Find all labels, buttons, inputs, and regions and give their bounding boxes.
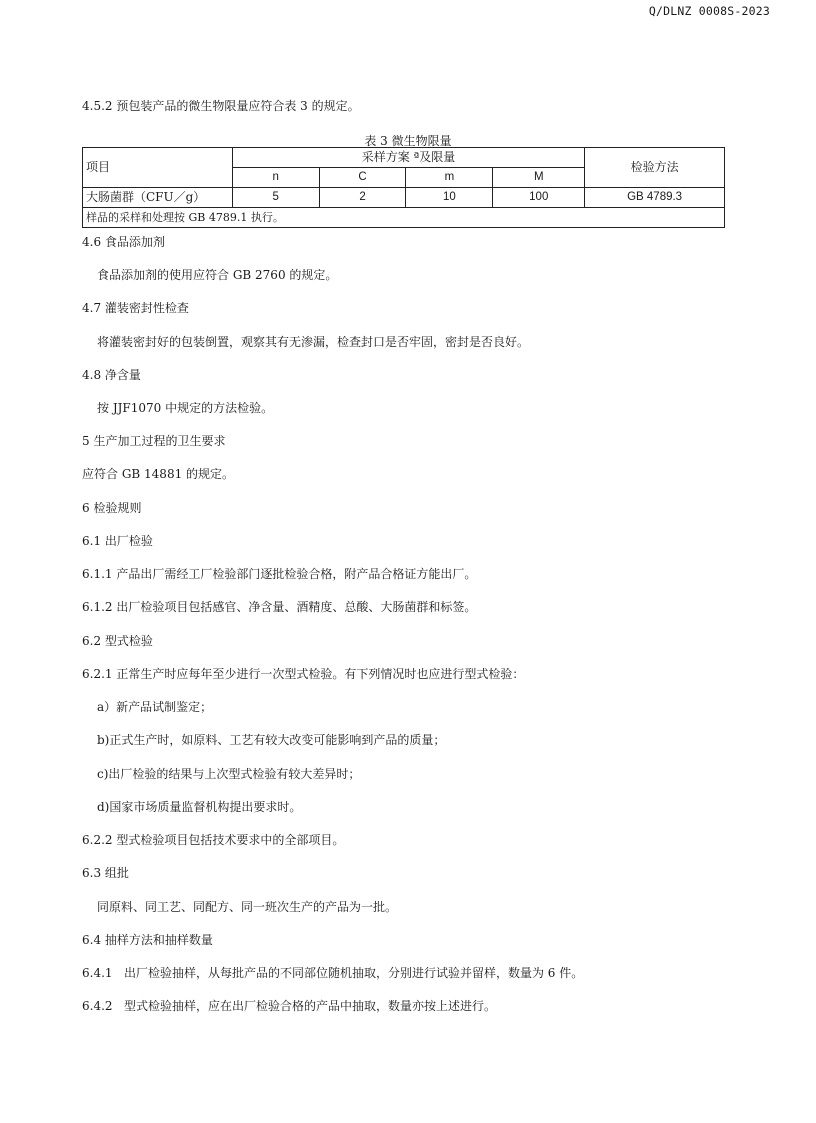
section-4-7-title: 4.7 灌装密封性检查 <box>82 301 189 315</box>
section-6-1-title: 6.1 出厂检验 <box>82 534 153 548</box>
section-5-body: 应符合 GB 14881 的规定。 <box>82 467 235 481</box>
cell-item: 大肠菌群（CFU／g） <box>83 188 233 208</box>
table-note-row <box>83 208 725 228</box>
header-item: 项目 <box>83 148 233 188</box>
section-4-7-body: 将灌装密封好的包装倒置，观察其有无渗漏，检查封口是否牢固，密封是否良好。 <box>97 335 530 349</box>
section-6-3-title: 6.3 组批 <box>82 866 129 880</box>
section-6-2-title: 6.2 型式检验 <box>82 634 153 648</box>
section-6-1-2: 6.1.2 出厂检验项目包括感官、净含量、酒精度、总酸、大肠菌群和标签。 <box>82 600 477 614</box>
section-6-2-1-a: a）新产品试制鉴定； <box>97 700 213 714</box>
section-6-4-1: 6.4.1 出厂检验抽样，从每批产品的不同部位随机抽取，分别进行试验并留样，数量为 6 件。 <box>82 966 584 980</box>
section-6-3-body: 同原料、同工艺、同配方、同一班次生产的产品为一批。 <box>97 900 398 914</box>
section-4-6-body: 食品添加剂的使用应符合 GB 2760 的规定。 <box>97 268 338 282</box>
header-method: 检验方法 <box>585 148 725 188</box>
section-6-4-2: 6.4.2 型式检验抽样，应在出厂检验合格的产品中抽取，数量亦按上述进行。 <box>82 999 496 1013</box>
section-6-2-1-d: d)国家市场质量监督机构提出要求时。 <box>97 800 302 814</box>
section-6-2-1-c: c)出厂检验的结果与上次型式检验有较大差异时； <box>97 767 361 781</box>
document-code: Q/DLNZ 0008S-2023 <box>648 4 770 18</box>
cell-c: 2 <box>319 188 406 208</box>
section-4-6-title: 4.6 食品添加剂 <box>82 235 165 249</box>
subheader-c: C <box>319 168 406 188</box>
section-6-2-1: 6.2.1 正常生产时应每年至少进行一次型式检验。有下列情况时也应进行型式检验： <box>82 667 525 681</box>
section-4-8-title: 4.8 净含量 <box>82 368 141 382</box>
section-6-2-1-b: b)正式生产时，如原料、工艺有较大改变可能影响到产品的质量； <box>97 733 446 747</box>
cell-m-upper: 100 <box>493 188 585 208</box>
section-5-title: 5 生产加工过程的卫生要求 <box>82 434 226 448</box>
cell-n: 5 <box>232 188 319 208</box>
table-caption: 表 3 微生物限量 <box>364 134 452 148</box>
cell-m-lower: 10 <box>406 188 493 208</box>
subheader-m-lower: m <box>406 168 493 188</box>
table-row <box>83 188 725 208</box>
table-header-row <box>83 148 725 168</box>
subheader-n: n <box>232 168 319 188</box>
section-6-2-2: 6.2.2 型式检验项目包括技术要求中的全部项目。 <box>82 833 345 847</box>
cell-method: GB 4789.3 <box>585 188 725 208</box>
subheader-m-upper: M <box>493 168 585 188</box>
section-6-1-1: 6.1.1 产品出厂需经工厂检验部门逐批检验合格，附产品合格证方能出厂。 <box>82 567 477 581</box>
table-note: 样品的采样和处理按 GB 4789.1 执行。 <box>83 208 725 228</box>
section-6-title: 6 检验规则 <box>82 501 142 515</box>
header-sampling: 采样方案 ª及限量 <box>232 148 584 168</box>
microbe-limit-table <box>82 147 725 228</box>
clause-4-5-2: 4.5.2 预包装产品的微生物限量应符合表 3 的规定。 <box>82 99 360 113</box>
section-6-4-title: 6.4 抽样方法和抽样数量 <box>82 933 213 947</box>
section-4-8-body: 按 JJF1070 中规定的方法检验。 <box>97 401 274 415</box>
